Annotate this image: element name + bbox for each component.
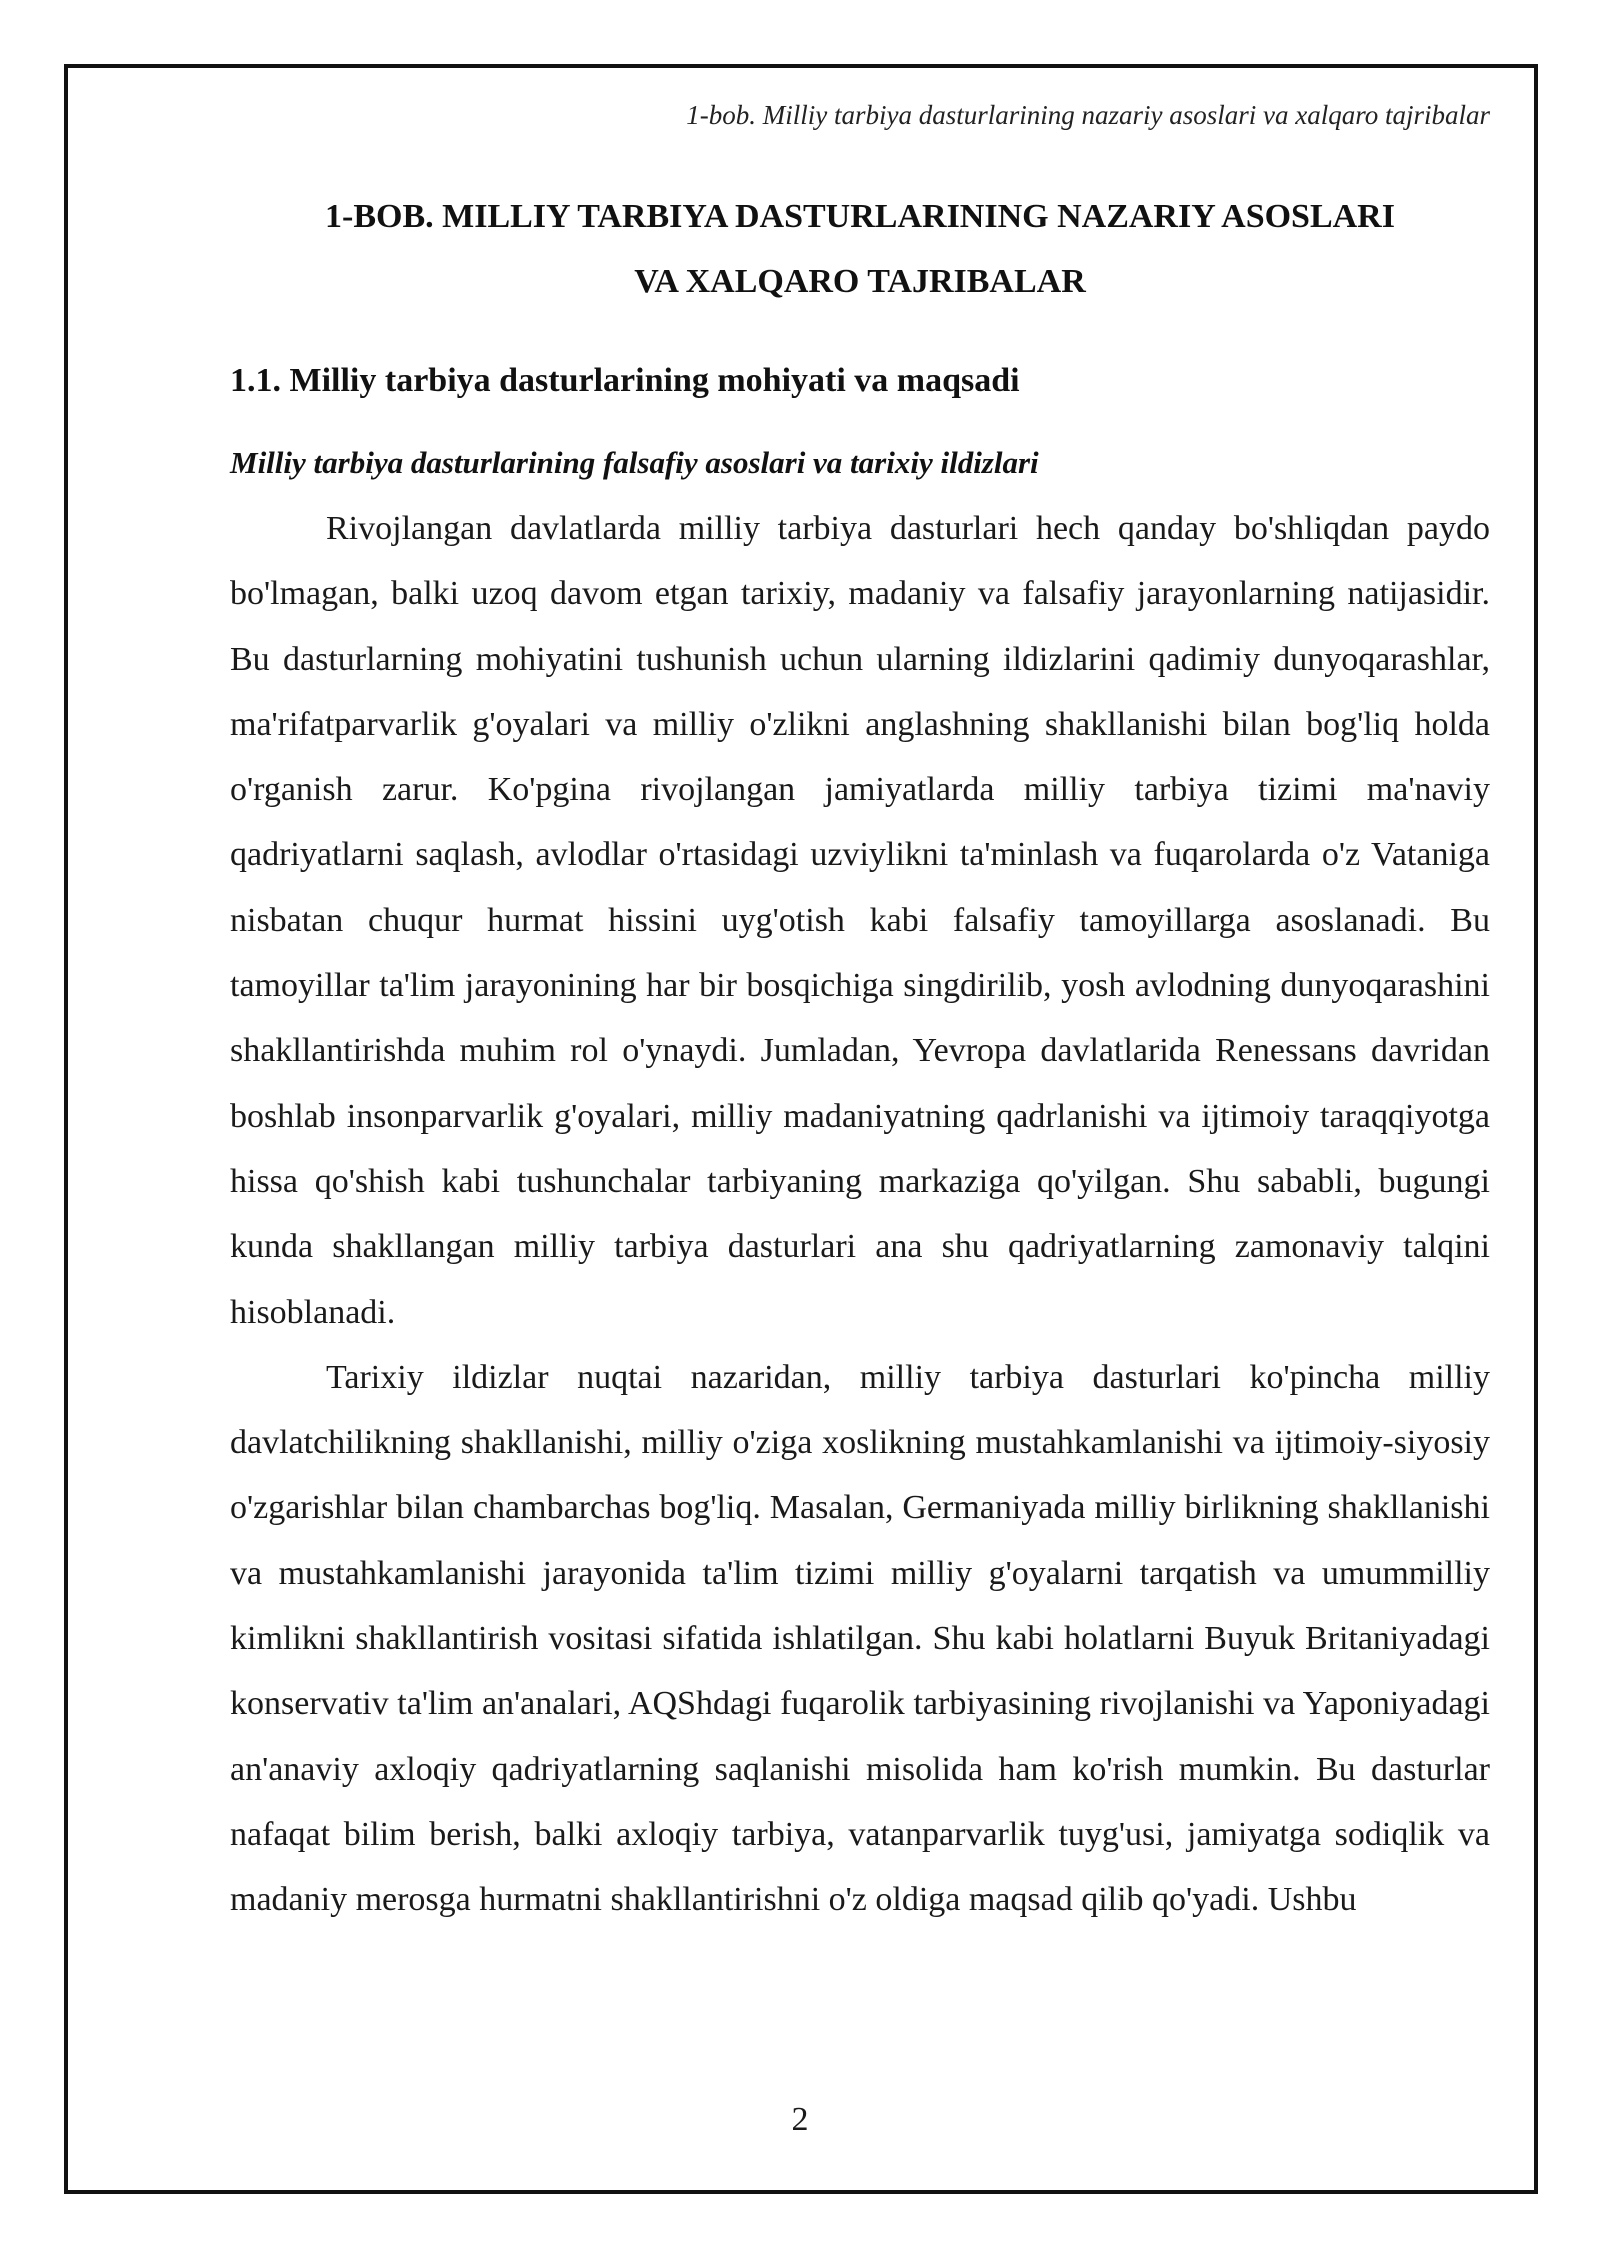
- chapter-title-line-1: 1-BOB. MILLIY TARBIYA DASTURLARINING NAZARIY ASOSLARI: [325, 198, 1395, 235]
- body-paragraph-1: Rivojlangan davlatlarda milliy tarbiya dasturlari hech qanday bo'shliqdan paydo bo'lmagan, balki uzoq davom etgan tarixiy, madaniy va falsafiy jarayonlarning natijasidir. Bu dasturlarning mohiyatini tushunish uchun ularning ildizlarini qadimiy dunyoqarashlar, ma'rifatparvarlik g'oyalari va milliy o'zlikni anglashning shakllanishi bilan bog'liq holda o'rganish zarur. Ko'pgina rivojlangan jamiyatlarda milliy tarbiya tizimi ma'naviy qadriyatlarni saqlash, avlodlar o'rtasidagi uzviylikni ta'minlash va fuqarolarda o'z Vataniga nisbatan chuqur hurmat hissini uyg'otish kabi falsafiy tamoyillarga asoslanadi. Bu tamoyillar ta'lim jarayonining har bir bosqichiga singdirilib, yosh avlodning dunyoqarashini shakllantirishda muhim rol o'ynaydi. Jumladan, Yevropa davlatlarida Renessans davridan boshlab insonparvarlik g'oyalari, milliy madaniyatning qadrlanishi va ijtimoiy taraqqiyotga hissa qo'shish kabi tushunchalar tarbiyaning markaziga qo'yilgan. Shu sababli, bugungi kunda shakllangan milliy tarbiya dasturlari ana shu qadriyatlarning zamonaviy talqini hisoblanadi.: [230, 510, 1490, 1331]
- subsection-title: Milliy tarbiya dasturlarining falsafiy asoslari va tarixiy ildizlari: [230, 445, 1039, 480]
- running-header: 1-bob. Milliy tarbiya dasturlarining nazariy asoslari va xalqaro tajribalar: [686, 100, 1490, 130]
- page-number: 2: [791, 2101, 809, 2138]
- section-title: 1.1. Milliy tarbiya dasturlarining mohiyati va maqsadi: [230, 362, 1020, 399]
- chapter-title-line-2: VA XALQARO TAJRIBALAR: [634, 263, 1086, 300]
- page-content: [230, 184, 1490, 1933]
- body-paragraph-2: Tarixiy ildizlar nuqtai nazaridan, milliy tarbiya dasturlari ko'pincha milliy davlatchilikning shakllanishi, milliy o'ziga xoslikning mustahkamlanishi va ijtimoiy-siyosiy o'zgarishlar bilan chambarchas bog'liq. Masalan, Germaniyada milliy birlikning shakllanishi va mustahkamlanishi jarayonida ta'lim tizimi milliy g'oyalarni tarqatish va umummilliy kimlikni shakllantirish vositasi sifatida ishlatilgan. Shu kabi holatlarni Buyuk Britaniyadagi konservativ ta'lim an'analari, AQShdagi fuqarolik tarbiyasining rivojlanishi va Yaponiyadagi an'anaviy axloqiy qadriyatlarning saqlanishi misolida ham ko'rish mumkin. Bu dasturlar nafaqat bilim berish, balki axloqiy tarbiya, vatanparvarlik tuyg'usi, jamiyatga sodiqlik va madaniy merosga hurmatni shakllantirishni o'z oldiga maqsad qilib qo'yadi. Ushbu: [230, 1358, 1490, 1919]
- chapter-title: [230, 184, 1490, 314]
